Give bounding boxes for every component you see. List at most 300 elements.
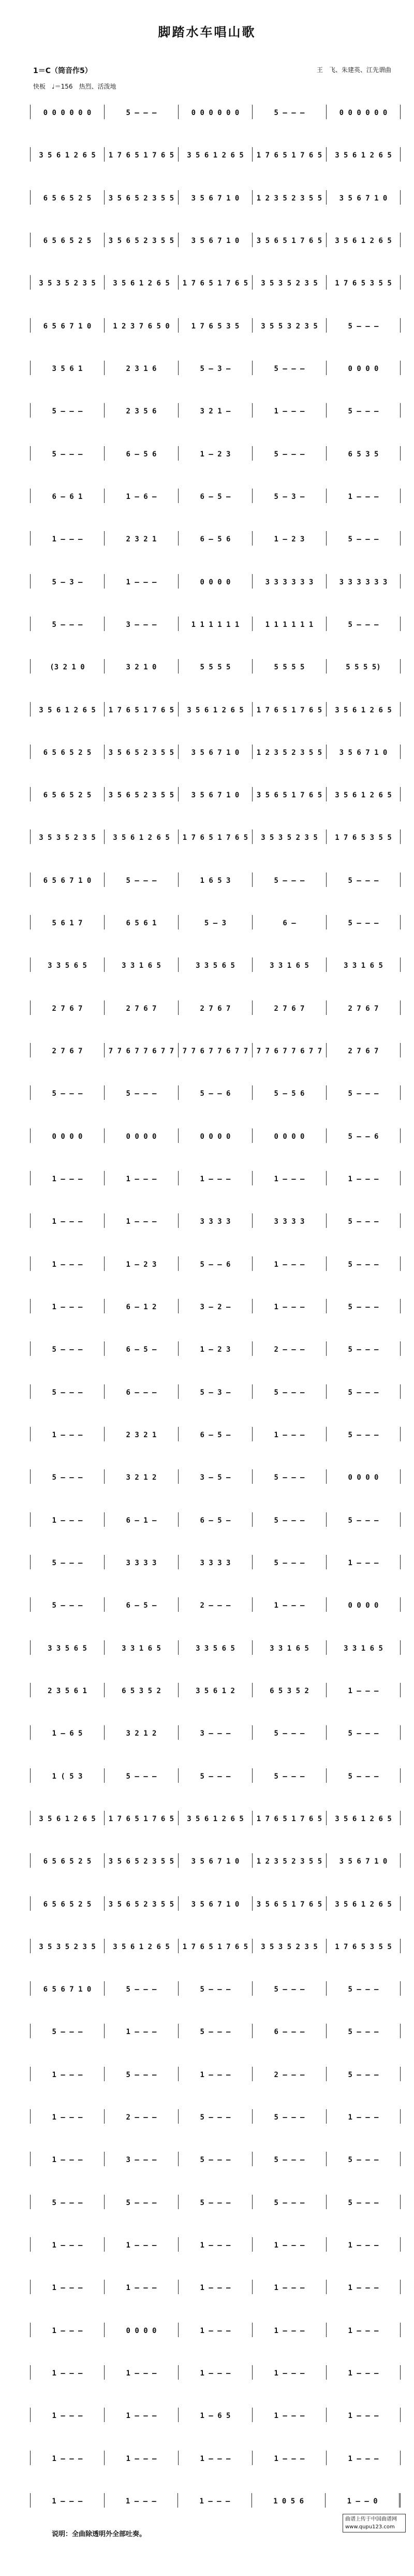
bar-notes: 3 5 6 5 2 3 5 5 <box>108 1857 174 1866</box>
score-bar <box>179 1725 253 1740</box>
score-bar <box>179 1597 253 1612</box>
bar-notes: 5 ― ― ― <box>348 621 379 629</box>
score-row <box>30 2444 401 2465</box>
bar-notes: 3 5 6 1 2 6 5 <box>335 791 392 799</box>
score-bar <box>253 829 327 844</box>
score-bar <box>105 2365 179 2380</box>
bar-notes: 6 ― 1 2 <box>126 1303 157 1311</box>
bar-notes: 1 ― ― ― <box>200 2241 231 2250</box>
score-row <box>30 1293 401 1313</box>
score-bar <box>105 531 179 546</box>
score-bar <box>253 1384 327 1399</box>
score-row <box>30 2316 401 2337</box>
score-bar <box>253 1341 327 1356</box>
bar-notes: 5 5 5 5 <box>274 663 305 671</box>
bar-notes: 6 5 3 5 2 <box>270 1687 309 1695</box>
bar-notes: 0 0 0 0 <box>348 365 379 373</box>
bar-notes: 5 ― ― ― <box>348 2071 379 2079</box>
score-bar <box>105 1299 179 1313</box>
bar-notes: 3 5 6 5 2 3 5 5 <box>108 1900 174 1909</box>
score-bar <box>327 872 401 887</box>
bar-notes: 5 ― 3 ― <box>274 493 305 501</box>
bar-notes: 1 1 1 1 1 1 <box>265 621 314 629</box>
score-bar <box>30 1085 105 1100</box>
bar-notes: 6 ― 5 ― <box>200 1431 231 1439</box>
score-bar <box>105 1768 179 1783</box>
score-bar <box>253 1256 327 1271</box>
score-row <box>30 1933 401 1953</box>
score-bar <box>105 1939 179 1953</box>
bar-notes: 1 ― ― ― <box>274 1175 305 1183</box>
bar-notes: 6 5 6 5 2 5 <box>43 194 92 203</box>
bar-notes: 6 5 6 5 2 5 <box>43 791 92 799</box>
bar-notes: 6 ― <box>283 919 296 927</box>
score-bar <box>327 2195 401 2209</box>
score-row <box>30 2231 401 2252</box>
score-bar <box>327 1981 401 1996</box>
score-bar <box>105 1811 179 1825</box>
bar-notes: 1 ― ― ― <box>348 2455 379 2463</box>
bar-notes: 3 5 5 3 2 3 5 <box>261 322 318 331</box>
bar-notes: 3 5 6 1 2 6 5 <box>187 706 244 714</box>
bar-notes: 1 ― ― ― <box>200 2071 231 2079</box>
score-bar <box>327 2451 401 2465</box>
bar-notes: 5 ― ― 6 <box>348 1133 379 1141</box>
score-bar <box>179 1640 253 1655</box>
score-bar <box>253 1043 327 1057</box>
score-bar <box>105 702 179 717</box>
bar-notes: 0 0 0 0 <box>126 2327 157 2335</box>
score-bar <box>179 574 253 589</box>
score-bar <box>30 2323 105 2337</box>
score-bar <box>105 829 179 844</box>
score-bar <box>327 1725 401 1740</box>
bar-notes: 1 ― ― ― <box>126 2369 157 2378</box>
bar-notes: 1 ― ― ― <box>126 2241 157 2250</box>
bar-notes: 1 ― ― ― <box>348 2369 379 2378</box>
score-bar <box>30 1000 105 1015</box>
score-bar <box>179 617 253 631</box>
bar-notes: 6 5 3 5 2 <box>122 1687 161 1695</box>
bar-notes: 3 3 1 6 5 <box>122 1644 161 1653</box>
bar-notes: 3 3 3 3 <box>200 1559 231 1567</box>
score-bar <box>253 1896 327 1911</box>
bar-notes: 3 3 1 6 5 <box>344 1644 383 1653</box>
bar-notes: 1 ― ― ― <box>126 2028 157 2036</box>
bar-notes: 5 ― ― ― <box>200 2199 231 2207</box>
score-bar <box>179 2408 253 2422</box>
bar-notes: 1 2 3 5 2 3 5 5 <box>256 749 322 757</box>
score-bar <box>327 1256 401 1271</box>
score-row <box>30 866 401 887</box>
score-bar <box>253 2323 327 2337</box>
score-bar <box>253 702 327 717</box>
score-row <box>30 98 401 119</box>
score-bar <box>253 1128 327 1143</box>
score-row <box>30 1378 401 1399</box>
bar-notes: 1 ― ― ― <box>274 2241 305 2250</box>
bar-notes: 5 ― ― ― <box>52 1473 83 1482</box>
bar-notes: 1 ― ― ― <box>274 2327 305 2335</box>
score-row <box>30 1335 401 1356</box>
score-bar <box>30 1725 105 1740</box>
bar-notes: 5 ― ― ― <box>52 2199 83 2207</box>
score-row <box>30 440 401 461</box>
bar-notes: 6 ― ― ― <box>274 2028 305 2036</box>
score-row <box>30 1634 401 1655</box>
bar-notes: 2 ― ― ― <box>274 1346 305 1354</box>
bar-notes: 1 ― 6 ― <box>126 493 157 501</box>
score-bar <box>327 105 401 119</box>
score-bar <box>327 1043 401 1057</box>
bar-notes: 5 ― ― ― <box>52 621 83 629</box>
score-bar <box>105 318 179 333</box>
score-bar <box>253 1981 327 1996</box>
score-bar <box>179 2237 253 2252</box>
score-bar <box>105 787 179 802</box>
bar-notes: 3 5 6 1 2 6 5 <box>335 151 392 160</box>
score-bar <box>179 2067 253 2081</box>
bar-notes: 5 ― ― ― <box>274 1389 305 1397</box>
bar-notes: 3 3 1 6 5 <box>122 962 161 970</box>
score-bar <box>105 275 179 290</box>
score-bar <box>105 2493 179 2508</box>
bar-notes: 1 ― 6 5 <box>52 1729 83 1738</box>
score-bar <box>30 915 105 929</box>
score-row <box>30 184 401 205</box>
bar-notes: 1 ― ― ― <box>52 2412 83 2420</box>
score-bar <box>105 1427 179 1441</box>
score-bar <box>30 489 105 503</box>
score-bar <box>179 1768 253 1783</box>
bar-notes: 3 5 3 5 2 3 5 <box>261 279 318 288</box>
score-bar <box>253 617 327 631</box>
bar-notes: 3 2 1 ― <box>200 407 231 416</box>
score-bar <box>105 446 179 461</box>
score-bar <box>253 574 327 589</box>
bar-notes: 6 ― 6 1 <box>52 493 83 501</box>
bar-notes: 0 0 0 0 <box>274 1133 305 1141</box>
score-bar <box>327 1469 401 1484</box>
score-bar <box>253 1640 327 1655</box>
bar-notes: 1 ― ― ― <box>52 2369 83 2378</box>
score-bar <box>253 318 327 333</box>
score-bar <box>30 2280 105 2294</box>
score-bar <box>30 190 105 205</box>
score-bar <box>105 1256 179 1271</box>
bar-notes: 1 ― 6 5 <box>200 2412 231 2420</box>
score-row <box>30 610 401 631</box>
bar-notes: 5 ― ― ― <box>274 1985 305 1994</box>
bar-notes: 1 2 3 7 6 5 0 <box>113 322 170 331</box>
score-row <box>30 1207 401 1228</box>
score-bar <box>179 2323 253 2337</box>
tempo-marking: 快板 ♩＝156 热烈、活泼地 <box>33 83 116 90</box>
score-bar <box>30 2365 105 2380</box>
score-bar <box>179 1939 253 1953</box>
score-bar <box>179 872 253 887</box>
bar-notes: 3 3 3 3 <box>200 1218 231 1226</box>
bar-notes: 3 5 6 7 1 0 <box>191 749 240 757</box>
bar-notes: 0 0 0 0 <box>52 1133 83 1141</box>
score-bar <box>105 2408 179 2422</box>
score-row <box>30 2359 401 2380</box>
bar-notes: 6 5 6 7 1 0 <box>43 1985 92 1994</box>
bar-notes: 5 ― ― ― <box>348 2028 379 2036</box>
bar-notes: 1 ― ― ― <box>348 2284 379 2292</box>
bar-notes: 5 ― ― ― <box>52 1346 83 1354</box>
bar-notes: 1 7 6 5 1 7 6 5 <box>182 834 248 842</box>
score-bar <box>30 403 105 418</box>
bar-notes: 1 0 5 6 <box>273 2497 304 2506</box>
score-bar <box>253 2152 327 2166</box>
score-bar <box>179 829 253 844</box>
score-bar <box>327 1128 401 1143</box>
bar-notes: 6 ― 5 6 <box>200 535 231 543</box>
bar-notes: 6 5 6 7 1 0 <box>43 877 92 885</box>
score-row <box>30 2487 401 2508</box>
score-bar <box>179 2365 253 2380</box>
score-bar <box>253 1555 327 1569</box>
score-bar <box>327 1341 401 1356</box>
bar-notes: 2 ― ― ― <box>200 1601 231 1610</box>
bar-notes: 6 5 6 5 2 5 <box>43 1857 92 1866</box>
score-bar <box>30 2067 105 2081</box>
score-row <box>30 1421 401 1441</box>
score-bar <box>253 1469 327 1484</box>
score-bar <box>105 1725 179 1740</box>
bar-notes: 1 7 6 5 1 7 6 5 <box>182 1943 248 1951</box>
performance-note: 说明：全曲除透明外全部吐奏。 <box>52 2530 146 2538</box>
bar-notes: 1 ― ― ― <box>126 2284 157 2292</box>
score-bar <box>327 1768 401 1783</box>
bar-notes: 5 ― ― ― <box>126 1772 157 1781</box>
score-row <box>30 994 401 1015</box>
bar-notes: 1 ― ― ― <box>348 1559 379 1567</box>
score-bar <box>327 2067 401 2081</box>
score-bar <box>327 829 401 844</box>
score-row <box>30 1165 401 1185</box>
score-bar <box>179 233 253 247</box>
bar-notes: 5 ― ― ― <box>348 1090 379 1098</box>
score-bar <box>179 403 253 418</box>
bar-notes: 3 3 3 3 3 3 <box>339 578 388 586</box>
score-bar <box>327 2237 401 2252</box>
score-bar <box>30 1597 105 1612</box>
score-row <box>30 1762 401 1783</box>
score-row <box>30 2401 401 2422</box>
score-bar <box>105 1043 179 1057</box>
score-bar <box>327 1213 401 1228</box>
bar-notes: 1 ― 2 3 <box>200 450 231 459</box>
bar-notes: 5 ― ― ― <box>200 2113 231 2122</box>
score-bar <box>105 1555 179 1569</box>
score-bar <box>105 659 179 674</box>
bar-notes: 3 5 3 5 2 3 5 <box>39 834 96 842</box>
score-bar <box>30 574 105 589</box>
score-row <box>30 2060 401 2081</box>
score-bar <box>327 233 401 247</box>
score-bar <box>253 2365 327 2380</box>
score-bar <box>253 1427 327 1441</box>
bar-notes: 0 0 0 0 <box>348 1473 379 1482</box>
score-bar <box>327 2024 401 2038</box>
score-bar <box>179 446 253 461</box>
bar-notes: 1 7 6 5 1 7 6 5 <box>256 1815 322 1823</box>
bar-notes: 5 ― ― ― <box>348 1303 379 1311</box>
score-bar <box>179 915 253 929</box>
bar-notes: 1 7 6 5 1 7 6 5 <box>256 151 322 160</box>
score-row <box>30 1549 401 1569</box>
bar-notes: 0 0 0 0 0 0 <box>339 109 388 117</box>
score-bar <box>253 872 327 887</box>
bar-notes: 1 ― ― ― <box>348 1687 379 1695</box>
score-row <box>30 909 401 929</box>
bar-notes: 6 ― 5 ― <box>200 1516 231 1525</box>
score-row <box>30 2145 401 2166</box>
bar-notes: 5 ― ― ― <box>274 2113 305 2122</box>
score-bar <box>179 2451 253 2465</box>
bar-notes: 1 ― ― ― <box>126 578 157 586</box>
score-bar <box>327 1555 401 1569</box>
bar-notes: 3 5 3 5 2 3 5 <box>39 279 96 288</box>
score-row <box>30 2103 401 2124</box>
bar-notes: 3 ― ― ― <box>126 621 157 629</box>
bar-notes: 3 2 1 0 <box>126 663 157 671</box>
bar-notes: 2 7 6 7 <box>274 1005 305 1013</box>
score-bar <box>253 1725 327 1740</box>
bar-notes: 1 ― ― ― <box>348 493 379 501</box>
score-bar <box>327 1427 401 1441</box>
score-bar <box>179 190 253 205</box>
bar-notes: 5 ― ― ― <box>52 407 83 416</box>
score-bar <box>105 489 179 503</box>
bar-notes: 5 ― 3 <box>204 919 227 927</box>
score-bar <box>327 617 401 631</box>
score-bar <box>30 1171 105 1185</box>
page-title: 脚踏水车唱山歌 <box>158 25 256 39</box>
score-bar <box>253 1171 327 1185</box>
bar-notes: 5 ― ― ― <box>274 365 305 373</box>
score-bar <box>30 787 105 802</box>
bar-notes: 5 ― ― ― <box>200 1772 231 1781</box>
score-bar <box>179 745 253 759</box>
bar-notes: 0 0 0 0 <box>348 1601 379 1610</box>
score-row <box>30 2017 401 2038</box>
bar-notes: 1 ― 2 3 <box>126 1261 157 1269</box>
score-bar <box>253 957 327 972</box>
bar-notes: 3 ― 2 ― <box>200 1303 231 1311</box>
score-bar <box>327 190 401 205</box>
bar-notes: 1 7 6 5 1 7 6 5 <box>182 279 248 288</box>
score-bar <box>179 489 253 503</box>
score-bar <box>253 1000 327 1015</box>
score-bar <box>105 105 179 119</box>
bar-notes: 5 ― ― ― <box>274 877 305 885</box>
bar-notes: 5 ― ― ― <box>52 450 83 459</box>
score-bar <box>30 2408 105 2422</box>
bar-notes: 5 ― ― ― <box>274 1559 305 1567</box>
score-bar <box>105 1085 179 1100</box>
score-bar <box>30 1128 105 1143</box>
score-bar <box>179 1427 253 1441</box>
bar-notes: 3 2 1 2 <box>126 1473 157 1482</box>
score-bar <box>253 446 327 461</box>
bar-notes: 1 2 3 5 2 3 5 5 <box>256 1857 322 1866</box>
bar-notes: 6 5 6 5 2 5 <box>43 749 92 757</box>
score-bar <box>253 1811 327 1825</box>
bar-notes: 1 ― ― ― <box>126 1218 157 1226</box>
score-bar <box>253 1213 327 1228</box>
score-bar <box>179 1469 253 1484</box>
bar-notes: 3 3 1 6 5 <box>270 1644 309 1653</box>
bar-notes: 1 7 6 5 3 5 5 <box>335 279 392 288</box>
score-row <box>30 653 401 674</box>
score-bar <box>30 318 105 333</box>
score-bar <box>105 2109 179 2124</box>
score-bar <box>253 2024 327 2038</box>
bar-notes: 3 3 1 6 5 <box>270 962 309 970</box>
score-bar <box>30 702 105 717</box>
score-bar <box>179 1981 253 1996</box>
score-bar <box>327 275 401 290</box>
bar-notes: 5 ― ― ― <box>348 1516 379 1525</box>
score-bar <box>30 1341 105 1356</box>
bar-notes: 3 5 6 1 2 6 5 <box>187 1815 244 1823</box>
bar-notes: 5 ― ― ― <box>52 1090 83 1098</box>
score-bar <box>105 1128 179 1143</box>
score-bar <box>30 1811 105 1825</box>
score-bar <box>327 318 401 333</box>
bar-notes: 1 ― ― ― <box>274 1303 305 1311</box>
score-bar <box>179 2109 253 2124</box>
bar-notes: 3 5 3 5 2 3 5 <box>261 1943 318 1951</box>
score-bar <box>30 617 105 631</box>
score-bar <box>253 1853 327 1868</box>
score-bar <box>253 1768 327 1783</box>
score-row <box>30 1122 401 1143</box>
bar-notes: 5 ― ― ― <box>348 1772 379 1781</box>
score-bar <box>327 403 401 418</box>
bar-notes: 6 5 6 1 <box>126 919 157 927</box>
score-bar <box>105 403 179 418</box>
bar-notes: 1 7 6 5 1 7 6 5 <box>108 706 174 714</box>
score-bar <box>253 787 327 802</box>
bar-notes: 2 7 6 7 <box>348 1005 379 1013</box>
score-bar <box>327 531 401 546</box>
score-bar <box>30 1853 105 1868</box>
score-bar <box>30 1213 105 1228</box>
score-row <box>30 354 401 375</box>
score-bar <box>327 1299 401 1313</box>
score-bar <box>327 446 401 461</box>
score-bar <box>327 659 401 674</box>
score-bar <box>327 1085 401 1100</box>
score-bar <box>105 2067 179 2081</box>
bar-notes: 5 ― ― ― <box>348 535 379 543</box>
score-bar <box>30 446 105 461</box>
score-bar <box>30 659 105 674</box>
bar-notes: 2 3 1 6 <box>126 365 157 373</box>
score-bar <box>30 2451 105 2465</box>
bar-notes: 2 3 5 6 1 <box>48 1687 87 1695</box>
bar-notes: 3 5 6 7 1 0 <box>191 237 240 245</box>
bar-notes: 2 7 6 7 <box>348 1047 379 1055</box>
score-bar <box>253 361 327 375</box>
score-bar <box>105 2152 179 2166</box>
score-bar <box>179 1853 253 1868</box>
score-bar <box>105 2237 179 2252</box>
